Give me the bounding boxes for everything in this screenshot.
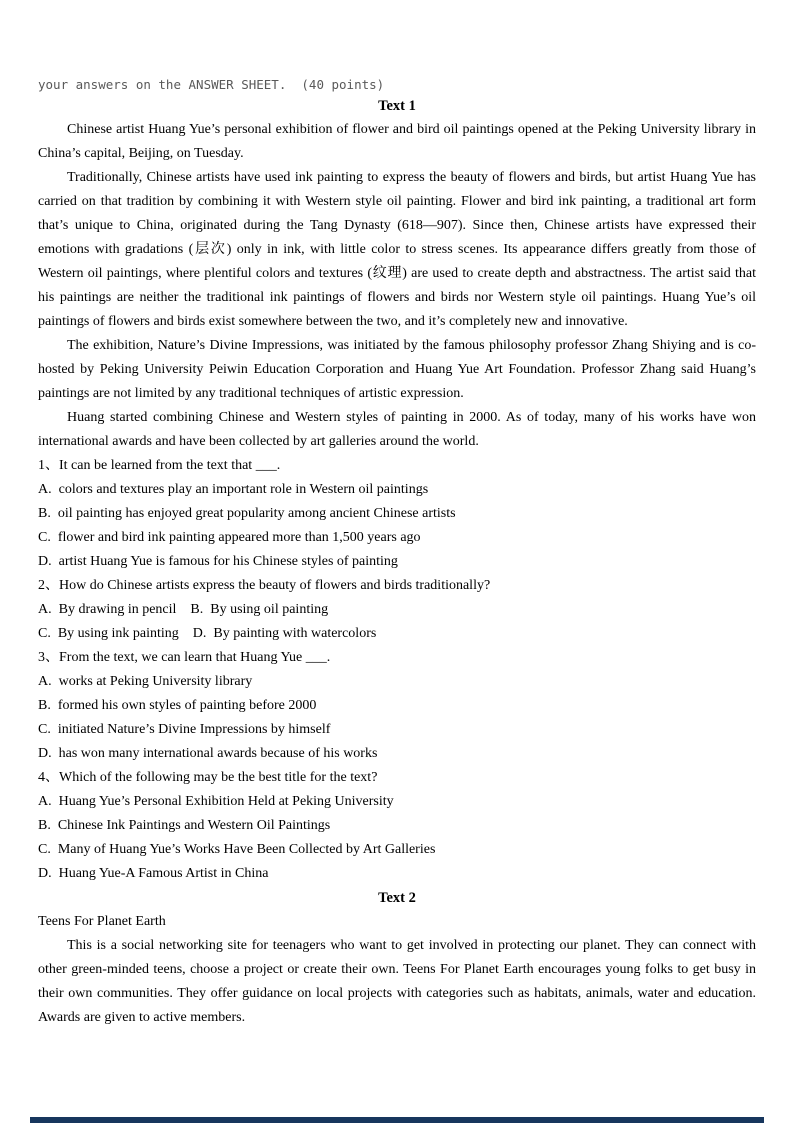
- text1-paragraph-1: Chinese artist Huang Yue’s personal exhibition of flower and bird oil paintings opened at the Peking University library in China’s capital, Beijing, on Tuesday.: [38, 122, 756, 161]
- question-1-option-d: D. artist Huang Yue is famous for his Chinese styles of painting: [38, 554, 398, 569]
- question-4-option-b: B. Chinese Ink Paintings and Western Oil Paintings: [38, 818, 331, 833]
- text1-heading: Text 1: [378, 98, 416, 114]
- question-2-stem: 2、How do Chinese artists express the beauty of flowers and birds traditionally?: [38, 578, 491, 593]
- question-4-stem: 4、Which of the following may be the best title for the text?: [38, 770, 378, 785]
- question-4-option-a: A. Huang Yue’s Personal Exhibition Held at Peking University: [38, 794, 394, 809]
- question-1-option-c: C. flower and bird ink painting appeared more than 1,500 years ago: [38, 530, 421, 545]
- text2-paragraph-1: This is a social networking site for teenagers who want to get involved in protecting our planet. They can connect with other green-minded teens, choose a project or create their own. Teens For Planet Earth encourages young folks to get busy in their own communities. They offer guidance on local projects with categories such as habitats, animals, water and education. Awards are given to active members.: [38, 938, 756, 1025]
- question-3-stem: 3、From the text, we can learn that Huang Yue ___.: [38, 650, 331, 665]
- question-2-options-ab: A. By drawing in pencil B. By using oil painting: [38, 602, 329, 617]
- next-page-top-border: [30, 1117, 764, 1123]
- question-2-options-cd: C. By using ink painting D. By painting with watercolors: [38, 626, 377, 641]
- question-4-option-d: D. Huang Yue-A Famous Artist in China: [38, 866, 269, 881]
- text1-paragraph-4: Huang started combining Chinese and Western styles of painting in 2000. As of today, many of his works have won international awards and have been collected by art galleries around the world.: [38, 410, 756, 449]
- question-1-stem: 1、It can be learned from the text that ___.: [38, 458, 281, 473]
- question-2: [38, 574, 756, 646]
- question-4-option-c: C. Many of Huang Yue’s Works Have Been Collected by Art Galleries: [38, 842, 436, 857]
- text2-heading: Text 2: [378, 890, 416, 906]
- question-1-option-a: A. colors and textures play an important role in Western oil paintings: [38, 482, 429, 497]
- text1-paragraph-3: The exhibition, Nature’s Divine Impressions, was initiated by the famous philosophy professor Zhang Shiying and is co-hosted by Peking University Peiwin Education Corporation and Huang Yue Art Foundation. Professor Zhang said Huang’s paintings are not limited by any traditional techniques of artistic expression.: [38, 338, 756, 401]
- instruction-line: your answers on the ANSWER SHEET. (40 points): [38, 77, 385, 92]
- question-3-option-d: D. has won many international awards because of his works: [38, 746, 378, 761]
- question-3-option-c: C. initiated Nature’s Divine Impressions by himself: [38, 722, 331, 737]
- question-3-option-a: A. works at Peking University library: [38, 674, 253, 689]
- question-1: [38, 454, 756, 574]
- document-page: [38, 76, 756, 1030]
- text1-paragraph-2: Traditionally, Chinese artists have used ink painting to express the beauty of flowers and birds, but artist Huang Yue has carried on that tradition by combining it with Western style oil painting. Flower and bird ink painting, a traditional art form that’s unique to China, originated during the Tang Dynasty (618—907). Since then, Chinese artists have expressed their emotions with gradations (层次) only in ink, with little color to stress scenes. Its appearance differs greatly from those of Western oil paintings, where plentiful colors and textures (纹理) are used to create depth and abstractness. The artist said that his paintings are neither the traditional ink paintings of flowers and birds nor Western style oil paintings. Huang Yue’s oil paintings of flowers and birds exist somewhere between the two, and it’s completely new and innovative.: [38, 170, 756, 329]
- question-3: [38, 646, 756, 766]
- question-4: [38, 766, 756, 886]
- text2-title: Teens For Planet Earth: [38, 914, 166, 929]
- question-3-option-b: B. formed his own styles of painting before 2000: [38, 698, 317, 713]
- question-1-option-b: B. oil painting has enjoyed great popularity among ancient Chinese artists: [38, 506, 456, 521]
